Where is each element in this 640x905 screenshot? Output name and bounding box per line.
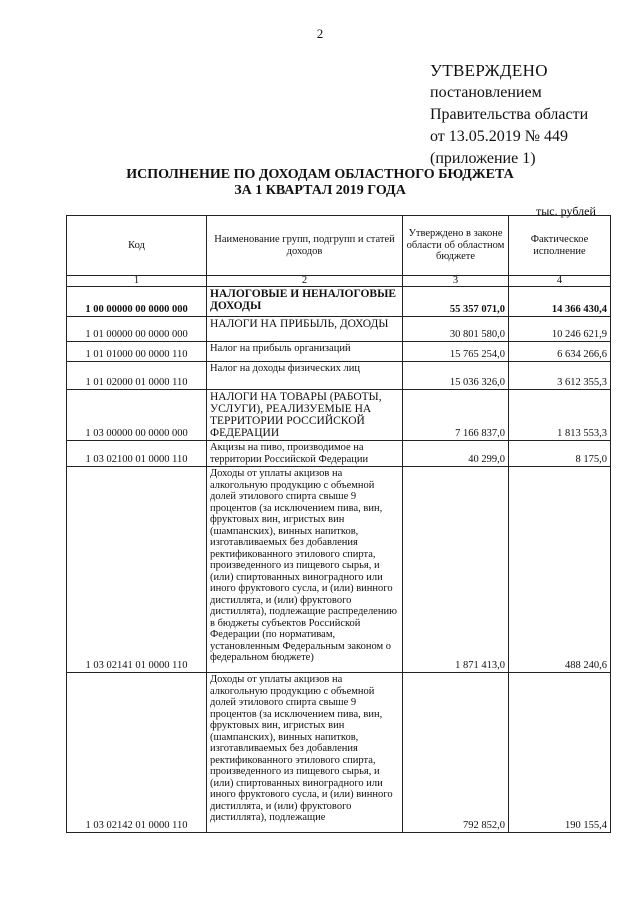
- row-approved: 55 357 071,0: [403, 287, 509, 317]
- title-line-2: ЗА 1 КВАРТАЛ 2019 ГОДА: [234, 183, 406, 198]
- row-approved: 792 852,0: [403, 673, 509, 833]
- table-row: [67, 467, 611, 673]
- row-approved: 15 765 254,0: [403, 342, 509, 362]
- table-row: [67, 673, 611, 833]
- approval-line-2: постановлением: [430, 84, 542, 101]
- column-number: 2: [207, 276, 403, 287]
- approval-line-4: от 13.05.2019 № 449: [430, 128, 569, 145]
- row-actual: 6 634 266,6: [509, 342, 611, 362]
- row-name: НАЛОГИ НА ПРИБЫЛЬ, ДОХОДЫ: [207, 317, 403, 342]
- approval-line-1: УТВЕРЖДЕНО: [430, 61, 548, 80]
- header-code: Код: [67, 216, 207, 276]
- row-name: НАЛОГИ НА ТОВАРЫ (РАБОТЫ, УСЛУГИ), РЕАЛИЗУЕМЫЕ НА ТЕРРИТОРИИ РОССИЙСКОЙ ФЕДЕРАЦИИ: [207, 390, 403, 441]
- document-title: [0, 167, 640, 199]
- row-actual: 3 612 355,3: [509, 362, 611, 390]
- table-header-row: [67, 216, 611, 276]
- column-number: 4: [509, 276, 611, 287]
- page-number: 2: [316, 26, 324, 41]
- row-approved: 1 871 413,0: [403, 467, 509, 673]
- revenue-table: [66, 215, 611, 833]
- row-name: НАЛОГОВЫЕ И НЕНАЛОГОВЫЕ ДОХОДЫ: [207, 287, 403, 317]
- row-code: 1 01 02000 01 0000 110: [67, 362, 207, 390]
- approval-line-5: (приложение 1): [430, 150, 536, 167]
- table-row: [67, 362, 611, 390]
- row-code: 1 03 02141 01 0000 110: [67, 467, 207, 673]
- row-name: Доходы от уплаты акцизов на алкогольную продукцию с объемной долей этилового спирта свыше 9 процентов (за исключением пива, вин, фруктовых вин, игристых вин (шампанских), винных напитков, изготавливаемых без добавления ректификованного этилового спирта, произведенного из пищевого сырья, и (или) спиртованных виноградного или иного фруктового сусла, и (или) винного дистиллята, и (или) фруктового дистиллята), подлежащие: [207, 673, 403, 833]
- row-name: Акцизы на пиво, производимое на территории Российской Федерации: [207, 441, 403, 467]
- column-number-row: [67, 276, 611, 287]
- row-actual: 10 246 621,9: [509, 317, 611, 342]
- column-number: 3: [403, 276, 509, 287]
- row-name: Доходы от уплаты акцизов на алкогольную продукцию с объемной долей этилового спирта свыше 9 процентов (за исключением пива, вин, фруктовых вин, игристых вин (шампанских), винных напитков, изготавливаемых без добавления ректификованного этилового спирта, произведенного из пищевого сырья, и (или) спиртованных виноградного или иного фруктового сусла, и (или) винного дистиллята, и (или) фруктового дистиллята), подлежащие распределению в бюджеты субъектов Российской Федерации (по нормативам, установленным Федеральным законом о федеральном бюджете): [207, 467, 403, 673]
- table-row: [67, 287, 611, 317]
- row-actual: 14 366 430,4: [509, 287, 611, 317]
- title-line-1: ИСПОЛНЕНИЕ ПО ДОХОДАМ ОБЛАСТНОГО БЮДЖЕТА: [126, 167, 514, 182]
- table-row: [67, 342, 611, 362]
- header-name: Наименование групп, подгрупп и статей доходов: [207, 216, 403, 276]
- row-name: Налог на прибыль организаций: [207, 342, 403, 362]
- row-approved: 40 299,0: [403, 441, 509, 467]
- header-actual: Фактическое исполнение: [509, 216, 611, 276]
- row-code: 1 00 00000 00 0000 000: [67, 287, 207, 317]
- row-approved: 7 166 837,0: [403, 390, 509, 441]
- row-approved: 15 036 326,0: [403, 362, 509, 390]
- approval-line-3: Правительства области: [430, 106, 589, 123]
- row-actual: 190 155,4: [509, 673, 611, 833]
- row-name: Налог на доходы физических лиц: [207, 362, 403, 390]
- header-approved: Утверждено в законе области об областном бюджете: [403, 216, 509, 276]
- row-code: 1 03 00000 00 0000 000: [67, 390, 207, 441]
- row-actual: 1 813 553,3: [509, 390, 611, 441]
- table-row: [67, 390, 611, 441]
- column-number: 1: [67, 276, 207, 287]
- row-actual: 8 175,0: [509, 441, 611, 467]
- row-code: 1 01 00000 00 0000 000: [67, 317, 207, 342]
- row-actual: 488 240,6: [509, 467, 611, 673]
- row-code: 1 03 02100 01 0000 110: [67, 441, 207, 467]
- units-label: тыс. рублей: [536, 204, 596, 218]
- row-code: 1 03 02142 01 0000 110: [67, 673, 207, 833]
- row-approved: 30 801 580,0: [403, 317, 509, 342]
- row-code: 1 01 01000 00 0000 110: [67, 342, 207, 362]
- table-row: [67, 317, 611, 342]
- approval-stamp: [430, 60, 588, 170]
- table-row: [67, 441, 611, 467]
